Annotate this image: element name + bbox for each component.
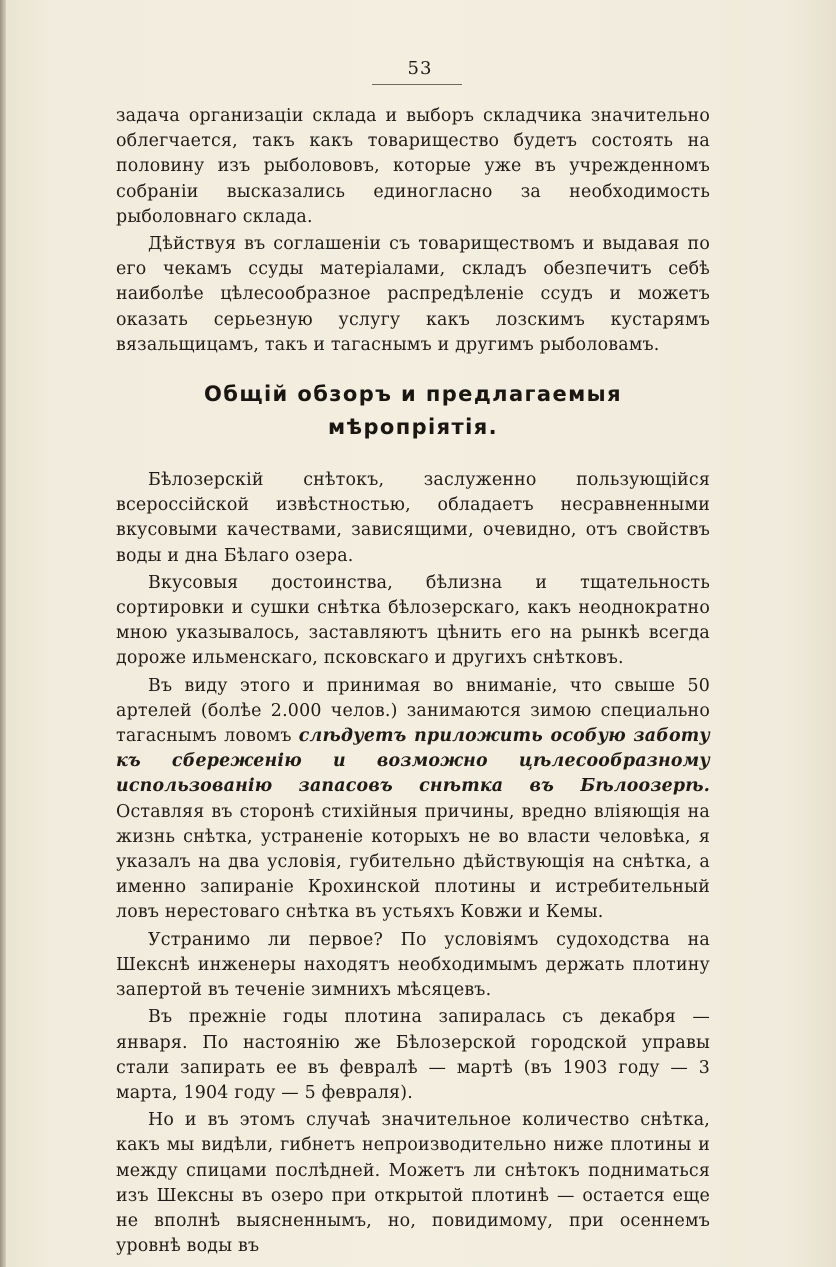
page-binding-edge [0, 0, 6, 1267]
emphasized-recommendation: слѣдуетъ приложить особую заботу къ сбереженiю и возможно цѣлесообразному использованiю запасовъ снѣтка въ Бѣлоозерѣ. [116, 726, 711, 797]
section-heading: Общiй обзоръ и предлагаемыя мѣропрiятiя. [204, 382, 622, 440]
paragraph-conservation-start: Въ виду этого и принимая во вниманiе, что свыше 50 артелей (болѣе 2.000 челов.) занимаются зимою специально тагаснымъ ловомъ [116, 675, 710, 747]
paragraph-conservation [116, 674, 710, 926]
paragraph-continuation: задача организацiи склада и выборъ складчика значительно облегчается, такъ какъ товарищество будетъ состоять на половину изъ рыболововъ, которые уже въ учрежденномъ собранiи высказались единогласно за необходимость рыболовнаго склада. [116, 106, 710, 227]
paragraph-snetok-reputation: Бѣлозерскiй снѣтокъ, заслуженно пользующiйся всероссiйской извѣстностью, обладаетъ несравненными вкусовыми качествами, зависящими, очевидно, отъ свойствъ воды и дна Бѣлаго озера. [116, 470, 710, 566]
paragraph-dam-dates: Въ прежнiе годы плотина запиралась съ декабря — января. По настоянiю же Бѣлозерской городской управы стали запирать ее въ февралѣ — мартѣ (въ 1903 году — 3 марта, 1904 году — 5 февраля). [116, 1007, 710, 1103]
paragraph-taste-qualities: Вкусовыя достоинства, бѣлизна и тщательность сортировки и сушки снѣтка бѣлозерскаго, какъ неоднократно мною указывалось, заставляютъ цѣнить его на рынкѣ всегда дороже ильменскаго, псковскаго и другихъ снѣтковъ. [116, 572, 710, 669]
page-body [116, 104, 710, 1259]
page-number-rule [372, 84, 462, 85]
page-number: 53 [407, 58, 433, 79]
paragraph-dam-question: Устранимо ли первое? По условiямъ судоходства на Шекснѣ инженеры находятъ необходимымъ держать плотину запертой въ теченiе зимнихъ мѣсяцевъ. [116, 929, 710, 1001]
paragraph-dam-losses: Но и въ этомъ случаѣ значительное количество снѣтка, какъ мы видѣли, гибнетъ непроизводительно ниже плотины и между спицами послѣдней. Можетъ ли снѣтокъ подниматься изъ Шексны въ озеро при открытой плотинѣ — остается еще не вполнѣ выясненнымъ, но, повидимому, при осеннемъ уровнѣ воды въ [116, 1110, 710, 1257]
paragraph-cooperation: Дѣйствуя въ соглашенiи съ товариществомъ и выдавая по его чекамъ ссуды матерiалами, складъ обезпечитъ себѣ наиболѣе цѣлесообразное распредѣленiе ссудъ и можетъ оказать серьезную услугу какъ лозскимъ кустарямъ вязальщицамъ, такъ и тагаснымъ и другимъ рыболовамъ. [116, 234, 710, 355]
paragraph-conservation-end: Оставляя въ сторонѣ стихiйныя причины, вредно влiяющiя на жизнь снѣтка, устраненiе которыхъ не во власти человѣка, я указалъ на два условiя, губительно дѣйствующiя на снѣтка, а именно запиранiе Крохинской плотины и истребительный ловъ нерестоваго снѣтка въ устьяхъ Ковжи и Кемы. [116, 801, 710, 923]
